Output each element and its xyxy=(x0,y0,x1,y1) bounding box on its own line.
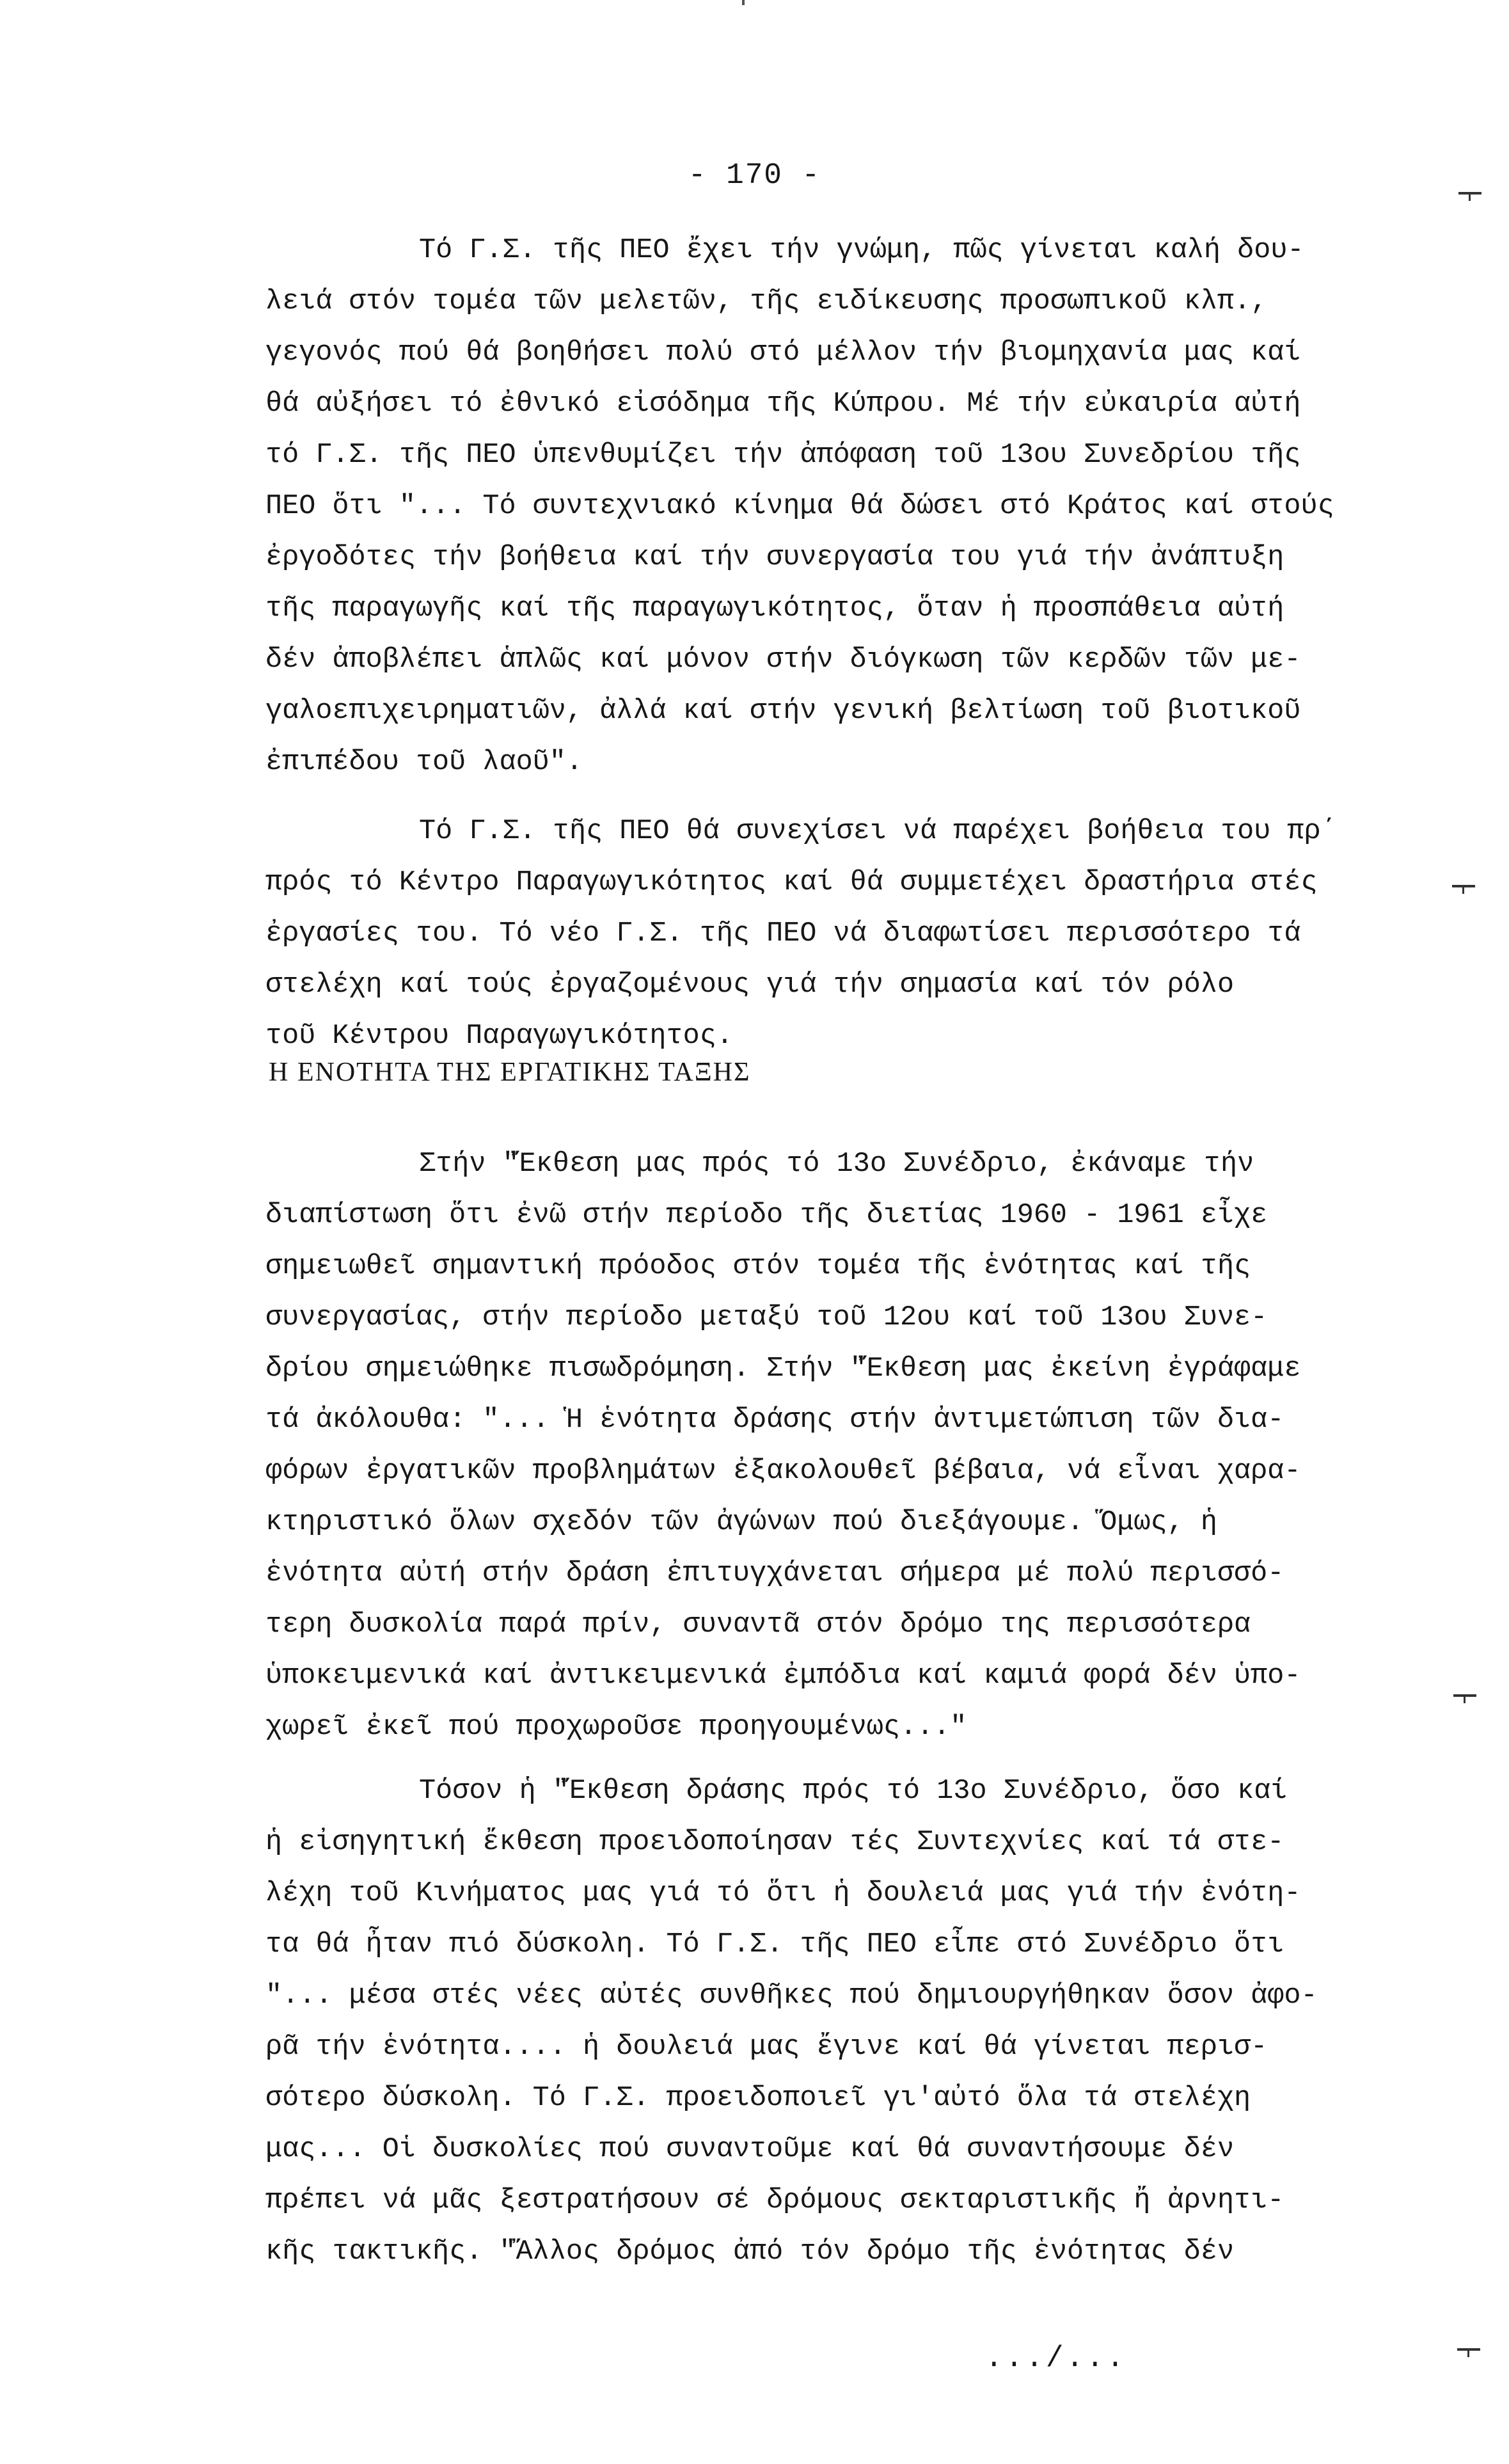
text-line: δέν ἀποβλέπει ἁπλῶς καί μόνον στήν διόγκωση τῶν κερδῶν τῶν με- xyxy=(265,644,1301,676)
text-line: τό Γ.Σ. τῆς ΠΕΟ ὑπενθυμίζει τήν ἀπόφαση τοῦ 13ου Συνεδρίου τῆς xyxy=(265,440,1301,471)
paragraph-4 xyxy=(265,1766,1366,2278)
text-line: ἐργασίες του. Τό νέο Γ.Σ. τῆς ΠΕΟ νά διαφωτίσει περισσότερο τά xyxy=(265,918,1301,950)
text-line: κτηριστικό ὅλων σχεδόν τῶν ἀγώνων πού διεξάγουμε. Ὅμως, ἡ xyxy=(265,1507,1217,1538)
text-line: Στήν "Ἔκθεση μας πρός τό 13ο Συνέδριο, ἐκάναμε τήν xyxy=(419,1149,1254,1180)
text-line: γεγονός πού θά βοηθήσει πολύ στό μέλλον τήν βιομηχανία μας καί xyxy=(265,337,1301,369)
paragraph-2 xyxy=(265,806,1366,1062)
text-line: ἡ εἰσηγητική ἔκθεση προειδοποίησαν τές Συντεχνίες καί τά στε- xyxy=(265,1827,1284,1858)
text-line: πρός τό Κέντρο Παραγωγικότητος καί θά συμμετέχει δραστήρια στές xyxy=(265,867,1318,898)
text-line: διαπίστωση ὅτι ἐνῶ στήν περίοδο τῆς διετίας 1960 - 1961 εἶχε xyxy=(265,1200,1268,1231)
text-line: θά αὐξήσει τό ἐθνικό εἰσόδημα τῆς Κύπρου. Μέ τήν εὐκαιρία αὐτή xyxy=(265,388,1301,420)
text-line: τῆς παραγωγῆς καί τῆς παραγωγικότητος, ὅταν ἡ προσπάθεια αὐτή xyxy=(265,593,1284,624)
text-line: τά ἀκόλουθα: "... Ἡ ἑνότητα δράσης στήν ἀντιμετώπιση τῶν δια- xyxy=(265,1404,1284,1436)
text-line: "... μέσα στές νέες αὐτές συνθῆκες πού δημιουργήθηκαν ὅσον ἀφο- xyxy=(265,1980,1318,2012)
text-line: ἐπιπέδου τοῦ λαοῦ". xyxy=(265,747,583,778)
text-line: λειά στόν τομέα τῶν μελετῶν, τῆς ειδίκευσης προσωπικοῦ κλπ., xyxy=(265,286,1268,317)
text-line: ὑποκειμενικά καί ἀντικειμενικά ἐμπόδια καί καμιά φορά δέν ὑπο- xyxy=(265,1660,1301,1692)
text-line: πρέπει νά μᾶς ξεστρατήσουν σέ δρόμους σεκταριστικῆς ἤ ἀρνητι- xyxy=(265,2185,1284,2216)
text-line: χωρεῖ ἐκεῖ πού προχωροῦσε προηγουμένως..." xyxy=(265,1712,967,1743)
margin-mark xyxy=(1452,885,1475,887)
section-heading: Η ΕΝΟΤΗΤΑ ΤΗΣ ΕΡΓΑΤΙΚΗΣ ΤΑΞΗΣ xyxy=(269,1058,751,1087)
text-line: ΠΕΟ ὅτι "... Τό συντεχνιακό κίνημα θά δώσει στό Κράτος καί στούς xyxy=(265,491,1334,522)
text-line: συνεργασίας, στήν περίοδο μεταξύ τοῦ 12ου καί τοῦ 13ου Συνε- xyxy=(265,1302,1268,1333)
continuation-marker: .../... xyxy=(985,2342,1127,2375)
text-line: ἐργοδότες τήν βοήθεια καί τήν συνεργασία του γιά τήν ἀνάπτυξη xyxy=(265,542,1284,573)
text-line: ρᾶ τήν ἑνότητα.... ἡ δουλειά μας ἔγινε καί θά γίνεται περισ- xyxy=(265,2031,1268,2063)
page-number: - 170 - xyxy=(688,159,821,192)
text-line: στελέχη καί τούς ἐργαζομένους γιά τήν σημασία καί τόν ρόλο xyxy=(265,969,1235,1001)
margin-mark xyxy=(1457,2348,1480,2351)
text-line: μας... Οἱ δυσκολίες πού συναντοῦμε καί θά συναντήσουμε δέν xyxy=(265,2134,1235,2165)
margin-mark xyxy=(1453,1694,1476,1697)
text-line: φόρων ἐργατικῶν προβλημάτων ἐξακολουθεῖ βέβαια, νά εἶναι χαρα- xyxy=(265,1456,1301,1487)
text-line: τα θά ἦταν πιό δύσκολη. Τό Γ.Σ. τῆς ΠΕΟ εἶπε στό Συνέδριο ὅτι xyxy=(265,1929,1284,1960)
text-line: κῆς τακτικῆς. "Ἄλλος δρόμος ἀπό τόν δρόμο τῆς ἑνότητας δέν xyxy=(265,2236,1235,2268)
text-line: τοῦ Κέντρου Παραγωγικότητος. xyxy=(265,1021,733,1052)
text-line: Τόσον ἡ "Ἔκθεση δράσης πρός τό 13ο Συνέδριο, ὅσο καί xyxy=(419,1776,1288,1807)
text-line: Τό Γ.Σ. τῆς ΠΕΟ ἔχει τήν γνώμη, πῶς γίνεται καλή δου- xyxy=(419,235,1304,266)
text-line: λέχη τοῦ Κινήματος μας γιά τό ὅτι ἡ δουλειά μας γιά τήν ἑνότη- xyxy=(265,1878,1301,1909)
text-line: δρίου σημειώθηκε πισωδρόμηση. Στήν "Ἔκθεση μας ἐκείνη ἐγράφαμε xyxy=(265,1353,1301,1385)
text-line: τερη δυσκολία παρά πρίν, συναντᾶ στόν δρόμο της περισσότερα xyxy=(265,1609,1251,1641)
text-line: σημειωθεῖ σημαντική πρόοδος στόν τομέα τῆς ἑνότητας καί τῆς xyxy=(265,1251,1251,1282)
text-line: ἑνότητα αὐτή στήν δράση ἐπιτυγχάνεται σήμερα μέ πολύ περισσό- xyxy=(265,1558,1284,1589)
text-line: σότερο δύσκολη. Τό Γ.Σ. προειδοποιεῖ γι'αὐτό ὅλα τά στελέχη xyxy=(265,2083,1251,2114)
margin-mark xyxy=(1458,192,1481,195)
paragraph-3 xyxy=(265,1139,1366,1753)
text-line: Τό Γ.Σ. τῆς ΠΕΟ θά συνεχίσει νά παρέχει βοήθεια του πρ΄ xyxy=(419,816,1338,847)
text-line: γαλοεπιχειρηματιῶν, ἀλλά καί στήν γενική βελτίωση τοῦ βιοτικοῦ xyxy=(265,695,1301,727)
scan-mark xyxy=(742,0,745,5)
paragraph-1 xyxy=(265,225,1366,788)
